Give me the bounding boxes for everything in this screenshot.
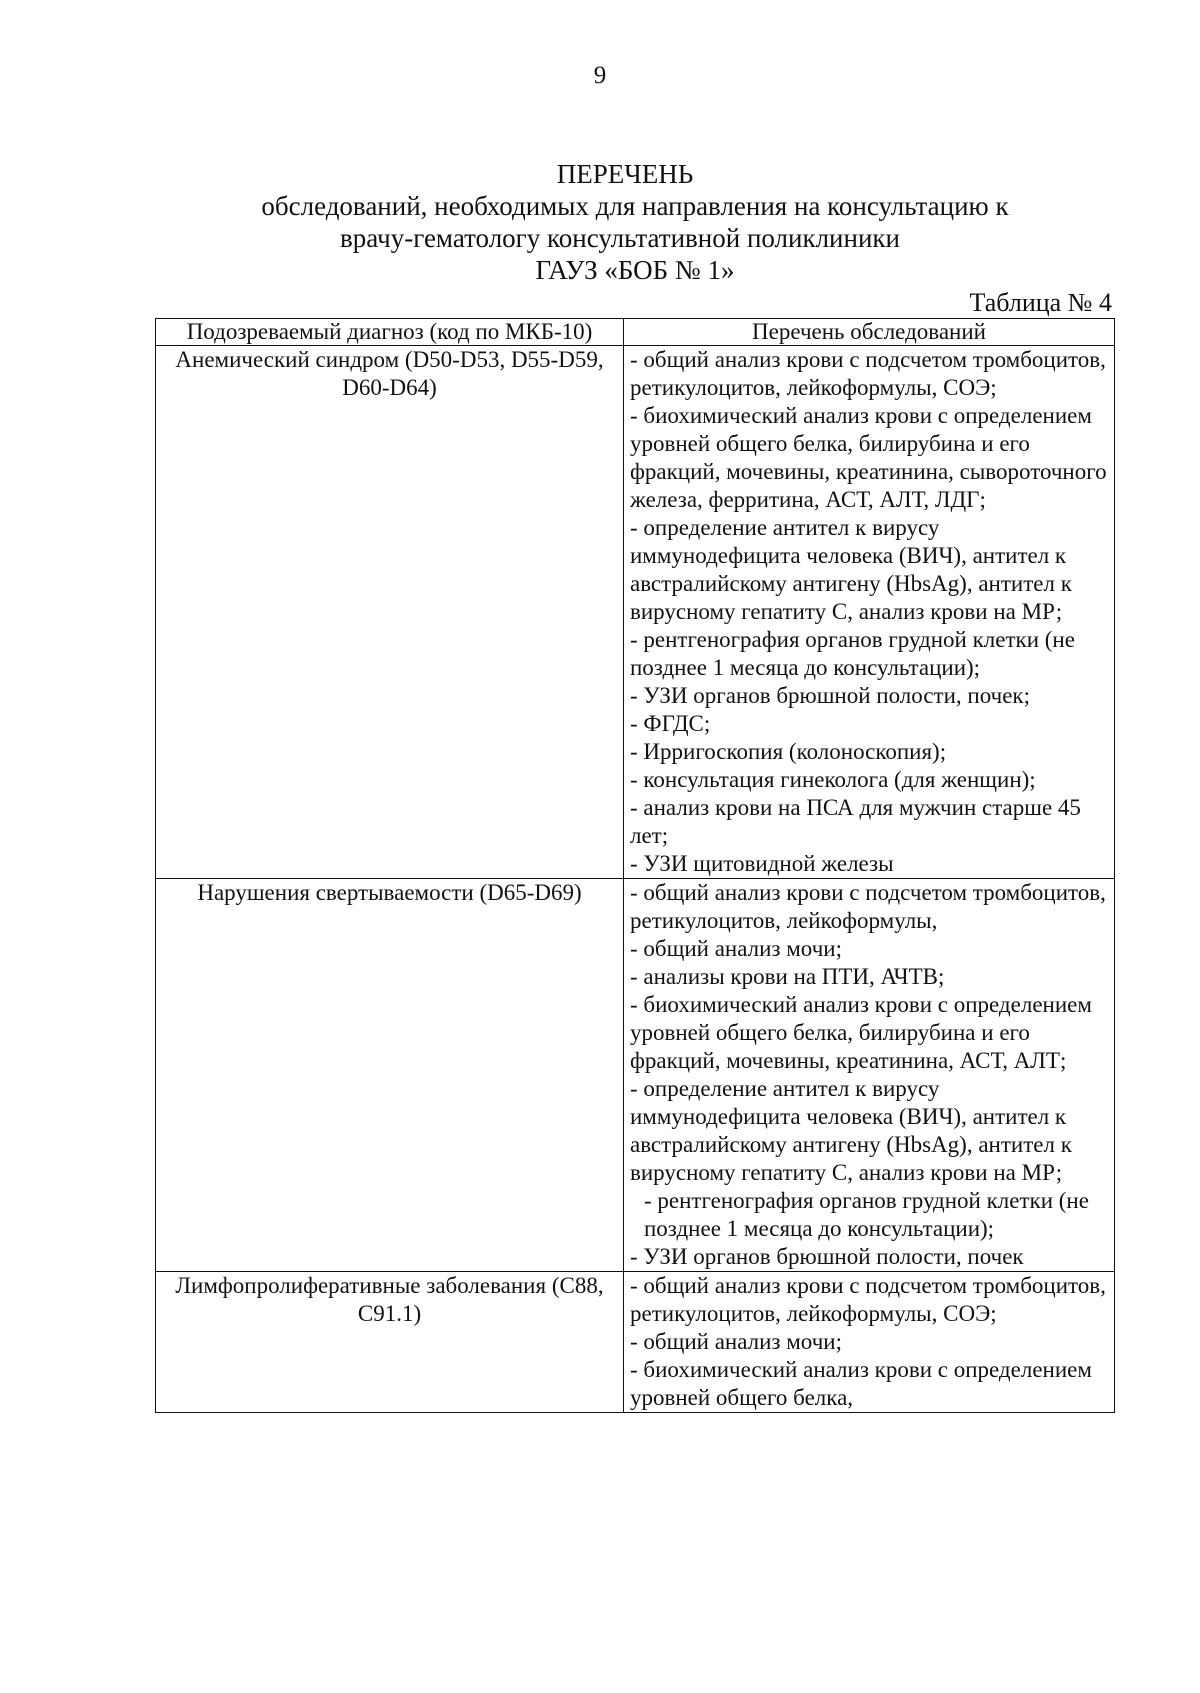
exam-item: - биохимический анализ крови с определением уровней общего белка, билирубина и его фракций, мочевины, креатинина, сывороточного железа, ферритина, АСТ, АЛТ, ЛДГ; [630,403,1107,512]
exam-item: - рентгенография органов грудной клетки (не позднее 1 месяца до консультации); [644,1188,1089,1241]
diagnosis-cell: Лимфопролиферативные заболевания (С88, С91.1) [156,1272,624,1413]
title-line-4: ГАУЗ «БОБ № 1» [535,255,735,285]
page-number: 9 [593,62,607,89]
diagnosis-cell: Нарушения свертываемости (D65-D69) [156,879,624,1272]
title-line-3: врачу-гематологу консультативной поликлиники [340,223,900,253]
exam-item: - биохимический анализ крови с определением уровней общего белка, билирубина и его фракций, мочевины, креатинина, АСТ, АЛТ; [630,992,1092,1073]
exam-item: - УЗИ органов брюшной полости, почек; [630,683,1030,708]
examinations-cell [624,1272,1115,1413]
examinations-cell [624,879,1115,1272]
exam-item: - УЗИ органов брюшной полости, почек [630,1244,1024,1269]
exam-item: - общий анализ крови с подсчетом тромбоцитов, ретикулоцитов, лейкоформулы, [630,880,1106,933]
table-row [156,346,1115,879]
exam-item: - определение антител к вирусу иммунодефицита человека (ВИЧ), антител к австралийскому антигену (HbsAg), антител к вирусному гепатиту С, анализ крови на МР; [630,1076,1072,1185]
exam-item: - рентгенография органов грудной клетки (не позднее 1 месяца до консультации); [630,627,1075,680]
examinations-cell [624,346,1115,879]
exam-item: - анализы крови на ПТИ, АЧТВ; [630,964,945,989]
title-line-1: ПЕРЕЧЕНЬ [556,159,694,189]
exam-item: - анализ крови на ПСА для мужчин старше 45 лет; [630,795,1081,848]
header-diagnosis: Подозреваемый диагноз (код по МКБ-10) [156,319,624,346]
exam-item: - общий анализ мочи; [630,1329,842,1354]
exam-item: - общий анализ крови с подсчетом тромбоцитов, ретикулоцитов, лейкоформулы, СОЭ; [630,1273,1106,1326]
exam-item: - общий анализ мочи; [630,936,842,961]
table-header-row [156,319,1115,346]
exam-item: - консультация гинеколога (для женщин); [630,767,1036,792]
table-row [156,879,1115,1272]
diagnosis-cell: Анемический синдром (D50-D53, D55-D59, D60-D64) [156,346,624,879]
table-row [156,1272,1115,1413]
exam-item: - Ирригоскопия (колоноскопия); [630,739,947,764]
title-line-2: обследований, необходимых для направления на консультацию к [261,191,1009,221]
header-examinations: Перечень обследований [624,319,1115,346]
examinations-table [155,318,1115,1413]
exam-item: - общий анализ крови с подсчетом тромбоцитов, ретикулоцитов, лейкоформулы, СОЭ; [630,347,1106,400]
exam-item: - УЗИ щитовидной железы [630,851,894,876]
exam-item: - биохимический анализ крови с определением уровней общего белка, [630,1357,1092,1410]
exam-item: - ФГДС; [630,711,711,736]
exam-item: - определение антител к вирусу иммунодефицита человека (ВИЧ), антител к австралийскому антигену (HbsAg), антител к вирусному гепатиту С, анализ крови на МР; [630,515,1072,624]
table-label: Таблица № 4 [969,288,1112,317]
document-title [0,158,1200,286]
